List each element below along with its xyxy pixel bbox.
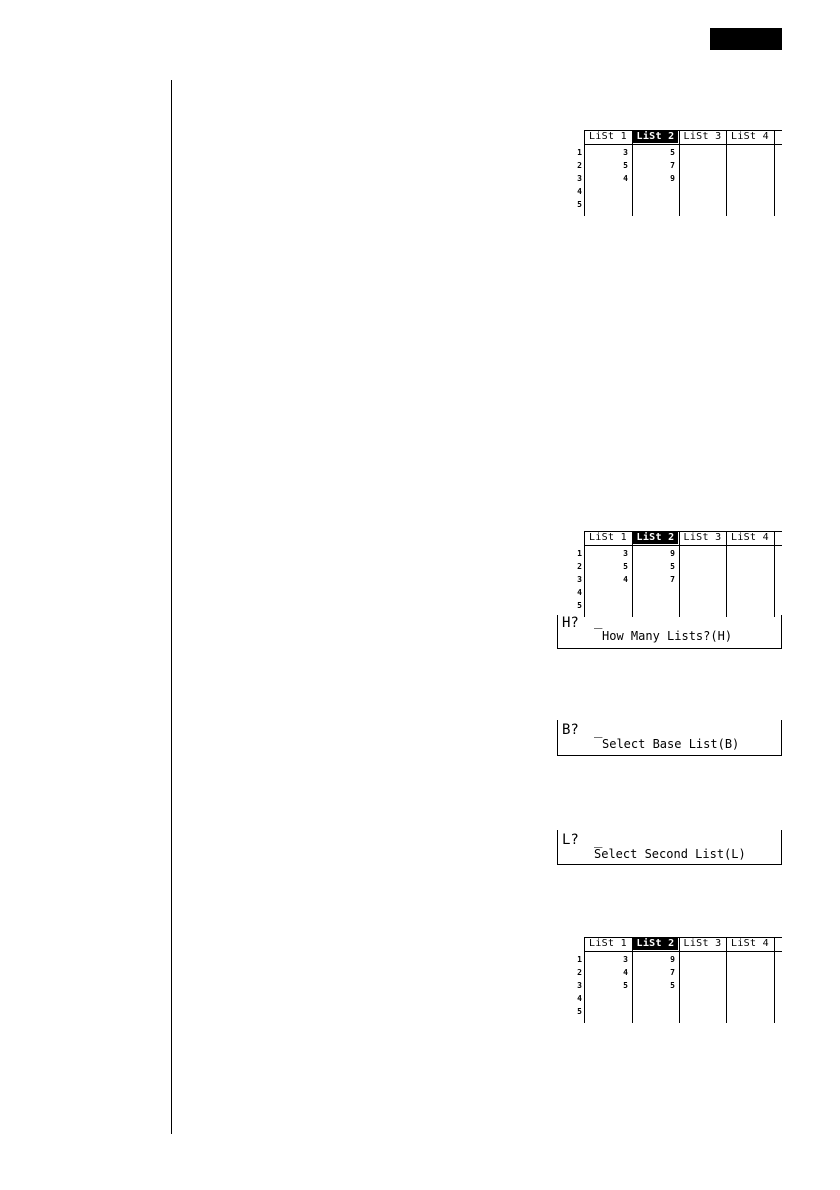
list-header: LiSt 3	[683, 532, 722, 543]
row-number: 3	[577, 981, 582, 990]
list-header: LiSt 4	[731, 532, 769, 543]
list-header: LiSt 1	[589, 131, 627, 142]
calculator-screen-list-editor	[557, 130, 782, 218]
row-number: 1	[577, 148, 582, 157]
list-header-selected: LiSt 2	[633, 131, 678, 143]
input-cursor: _	[594, 832, 603, 848]
prompt-variable: B?	[562, 722, 579, 738]
row-number: 5	[577, 601, 582, 610]
list-table	[557, 937, 782, 1023]
list-header: LiSt 3	[683, 938, 722, 949]
list2-cell: 5	[670, 981, 675, 990]
input-prompt	[557, 720, 782, 756]
header-bottom-line	[584, 951, 782, 952]
prompt-message: How Many Lists?(H)	[602, 629, 733, 643]
input-cursor: _	[594, 722, 603, 738]
row-number: 1	[577, 955, 582, 964]
list-header: LiSt 4	[731, 938, 769, 949]
list-header: LiSt 1	[589, 532, 627, 543]
col-divider	[774, 531, 775, 617]
list1-cell: 4	[623, 968, 628, 977]
list-table	[557, 130, 782, 216]
list2-cell: 9	[670, 174, 675, 183]
list1-cell: 5	[623, 981, 628, 990]
list1-cell: 3	[623, 549, 628, 558]
list1-cell: 4	[623, 575, 628, 584]
list1-cell: 3	[623, 955, 628, 964]
row-number: 2	[577, 161, 582, 170]
list-header: LiSt 4	[731, 131, 769, 142]
list2-cell: 9	[670, 955, 675, 964]
row-number: 1	[577, 549, 582, 558]
row-number: 3	[577, 174, 582, 183]
header-bottom-line	[584, 545, 782, 546]
prompt-variable: H?	[562, 615, 579, 631]
calculator-screen-base-list	[557, 720, 782, 756]
list2-cell: 5	[670, 562, 675, 571]
list-header: LiSt 3	[683, 131, 722, 142]
col-divider	[774, 130, 775, 216]
list2-cell: 5	[670, 148, 675, 157]
row-number: 3	[577, 575, 582, 584]
calculator-screen-how-many-lists	[557, 531, 782, 649]
input-prompt	[557, 615, 782, 649]
row-number: 4	[577, 994, 582, 1003]
col-divider	[774, 937, 775, 1023]
prompt-message: Select Base List(B)	[602, 737, 740, 751]
page-corner-tab	[710, 28, 782, 50]
prompt-variable: L?	[562, 832, 579, 848]
header-bottom-line	[584, 144, 782, 145]
list1-cell: 4	[623, 174, 628, 183]
row-number: 4	[577, 187, 582, 196]
list-header-selected: LiSt 2	[633, 938, 678, 950]
input-prompt	[557, 830, 782, 865]
list2-cell: 7	[670, 161, 675, 170]
prompt-message: Select Second List(L)	[594, 847, 746, 861]
list-header-selected: LiSt 2	[633, 532, 678, 544]
list-table	[557, 531, 782, 617]
calculator-screen-sorted-lists	[557, 937, 782, 1025]
row-number: 4	[577, 588, 582, 597]
list2-cell: 7	[670, 968, 675, 977]
list2-cell: 9	[670, 549, 675, 558]
row-number: 2	[577, 968, 582, 977]
row-number: 5	[577, 200, 582, 209]
list-header: LiSt 1	[589, 938, 627, 949]
list1-cell: 5	[623, 161, 628, 170]
margin-rule	[171, 80, 172, 1134]
calculator-screen-second-list	[557, 830, 782, 865]
row-number: 2	[577, 562, 582, 571]
input-cursor: _	[594, 613, 603, 629]
row-number: 5	[577, 1007, 582, 1016]
list1-cell: 3	[623, 148, 628, 157]
list1-cell: 5	[623, 562, 628, 571]
list2-cell: 7	[670, 575, 675, 584]
